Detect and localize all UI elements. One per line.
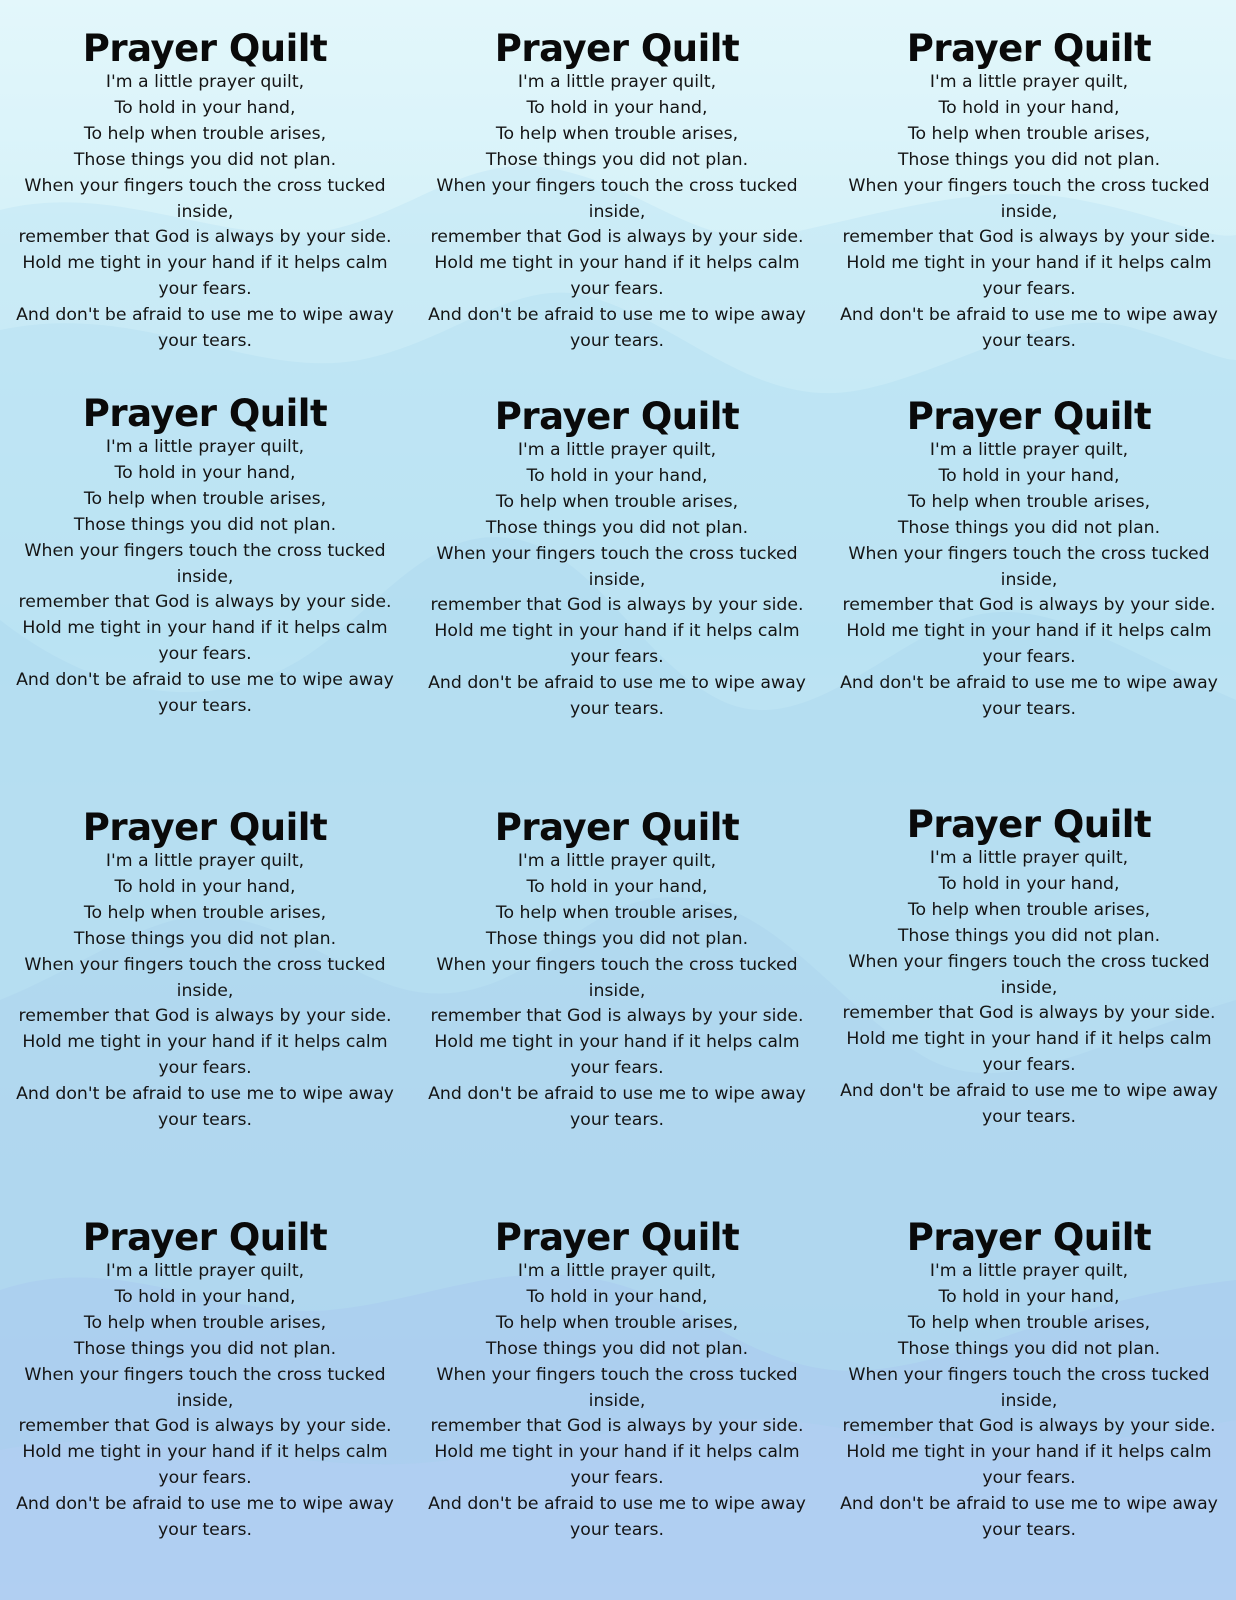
verse-line: To hold in your hand,: [114, 1286, 296, 1307]
verse-line: remember that God is always by your side.: [430, 595, 804, 616]
verse-line: And don't be afraid to use me to wipe away: [428, 673, 806, 694]
verse-line: I'm a little prayer quilt,: [929, 440, 1129, 460]
verse-line: And don't be afraid to use me to wipe away: [428, 1494, 806, 1515]
verse-line: To help when trouble arises,: [907, 491, 1151, 512]
verse-line: To hold in your hand,: [938, 1286, 1120, 1307]
verse-line: I'm a little prayer quilt,: [517, 1261, 717, 1281]
verse-line: And don't be afraid to use me to wipe away: [16, 670, 394, 691]
verse-line: Those things you did not plan.: [897, 925, 1161, 946]
prayer-card: [5, 27, 405, 355]
verse-line: To hold in your hand,: [114, 876, 296, 897]
card-title: Prayer Quilt: [906, 1216, 1152, 1259]
verse-line: remember that God is always by your side.: [18, 1006, 392, 1027]
card-title: Prayer Quilt: [494, 1216, 740, 1259]
card-verse: [5, 1259, 405, 1544]
verse-line: your fears.: [158, 1058, 252, 1079]
verse-line: And don't be afraid to use me to wipe away: [840, 1494, 1218, 1515]
verse-line: To help when trouble arises,: [907, 1312, 1151, 1333]
verse-line: remember that God is always by your side.: [842, 1003, 1216, 1024]
verse-line: inside,: [588, 569, 646, 590]
verse-line: remember that God is always by your side.: [18, 592, 392, 613]
verse-line: your fears.: [158, 644, 252, 665]
verse-line: your tears.: [982, 1520, 1076, 1541]
card-title: Prayer Quilt: [82, 806, 328, 849]
verse-line: remember that God is always by your side.: [18, 227, 392, 248]
prayer-card: [417, 27, 817, 355]
card-title: Prayer Quilt: [494, 27, 740, 70]
verse-line: your tears.: [570, 1520, 664, 1541]
verse-line: your fears.: [570, 1058, 664, 1079]
card-title: Prayer Quilt: [906, 27, 1152, 70]
verse-line: inside,: [588, 201, 646, 222]
verse-line: To help when trouble arises,: [495, 491, 739, 512]
verse-line: Those things you did not plan.: [73, 514, 337, 535]
card-title: Prayer Quilt: [82, 392, 328, 435]
verse-line: your tears.: [982, 699, 1076, 720]
verse-line: your tears.: [158, 696, 252, 717]
verse-line: inside,: [1000, 569, 1058, 590]
card-verse: [417, 849, 817, 1134]
verse-line: And don't be afraid to use me to wipe away: [840, 1081, 1218, 1102]
prayer-card: [5, 1216, 405, 1544]
verse-line: your fears.: [158, 279, 252, 300]
verse-line: your fears.: [982, 279, 1076, 300]
verse-line: To hold in your hand,: [526, 876, 708, 897]
verse-line: inside,: [1000, 977, 1058, 998]
verse-line: Hold me tight in your hand if it helps calm: [434, 1442, 800, 1463]
verse-line: your tears.: [982, 1107, 1076, 1128]
verse-line: To help when trouble arises,: [83, 1312, 327, 1333]
verse-line: your fears.: [158, 1468, 252, 1489]
verse-line: Hold me tight in your hand if it helps calm: [846, 1029, 1212, 1050]
verse-line: To help when trouble arises,: [83, 488, 327, 509]
verse-line: I'm a little prayer quilt,: [105, 437, 305, 457]
verse-line: Hold me tight in your hand if it helps calm: [434, 1032, 800, 1053]
verse-line: Hold me tight in your hand if it helps calm: [846, 621, 1212, 642]
prayer-card: [417, 806, 817, 1134]
verse-line: To hold in your hand,: [526, 97, 708, 118]
verse-line: To hold in your hand,: [938, 97, 1120, 118]
prayer-card: [417, 395, 817, 723]
verse-line: inside,: [176, 1390, 234, 1411]
verse-line: To hold in your hand,: [938, 873, 1120, 894]
verse-line: your fears.: [570, 1468, 664, 1489]
verse-line: Hold me tight in your hand if it helps calm: [846, 1442, 1212, 1463]
verse-line: When your fingers touch the cross tucked: [24, 954, 386, 975]
verse-line: inside,: [1000, 201, 1058, 222]
prayer-card: [417, 1216, 817, 1544]
verse-line: And don't be afraid to use me to wipe away: [16, 1084, 394, 1105]
verse-line: I'm a little prayer quilt,: [929, 72, 1129, 92]
verse-line: Those things you did not plan.: [73, 1338, 337, 1359]
verse-line: remember that God is always by your side.: [430, 1416, 804, 1437]
card-verse: [829, 70, 1229, 355]
verse-line: Hold me tight in your hand if it helps calm: [434, 253, 800, 274]
verse-line: your tears.: [158, 1110, 252, 1131]
card-title: Prayer Quilt: [82, 1216, 328, 1259]
prayer-card: [829, 395, 1229, 723]
card-verse: [5, 849, 405, 1134]
verse-line: I'm a little prayer quilt,: [929, 848, 1129, 868]
verse-line: Those things you did not plan.: [897, 1338, 1161, 1359]
verse-line: To hold in your hand,: [114, 97, 296, 118]
verse-line: your tears.: [570, 331, 664, 352]
verse-line: your fears.: [570, 647, 664, 668]
verse-line: And don't be afraid to use me to wipe away: [16, 1494, 394, 1515]
verse-line: To hold in your hand,: [938, 465, 1120, 486]
verse-line: Hold me tight in your hand if it helps calm: [22, 253, 388, 274]
prayer-card: [829, 803, 1229, 1131]
verse-line: Hold me tight in your hand if it helps calm: [22, 1032, 388, 1053]
verse-line: remember that God is always by your side.: [430, 1006, 804, 1027]
verse-line: I'm a little prayer quilt,: [517, 440, 717, 460]
verse-line: your fears.: [982, 1055, 1076, 1076]
verse-line: Those things you did not plan.: [73, 928, 337, 949]
verse-line: your fears.: [982, 1468, 1076, 1489]
verse-line: And don't be afraid to use me to wipe away: [428, 305, 806, 326]
verse-line: Those things you did not plan.: [897, 517, 1161, 538]
verse-line: When your fingers touch the cross tucked: [848, 1364, 1210, 1385]
verse-line: And don't be afraid to use me to wipe away: [428, 1084, 806, 1105]
verse-line: And don't be afraid to use me to wipe away: [840, 673, 1218, 694]
card-title: Prayer Quilt: [494, 395, 740, 438]
card-verse: [5, 70, 405, 355]
verse-line: your tears.: [158, 331, 252, 352]
card-title: Prayer Quilt: [494, 806, 740, 849]
verse-line: When your fingers touch the cross tucked: [848, 543, 1210, 564]
verse-line: When your fingers touch the cross tucked: [436, 1364, 798, 1385]
verse-line: When your fingers touch the cross tucked: [436, 954, 798, 975]
verse-line: To help when trouble arises,: [83, 902, 327, 923]
verse-line: To hold in your hand,: [114, 462, 296, 483]
verse-line: remember that God is always by your side.: [842, 595, 1216, 616]
verse-line: I'm a little prayer quilt,: [105, 72, 305, 92]
verse-line: And don't be afraid to use me to wipe away: [16, 305, 394, 326]
card-verse: [417, 1259, 817, 1544]
verse-line: To help when trouble arises,: [83, 123, 327, 144]
verse-line: To help when trouble arises,: [495, 902, 739, 923]
verse-line: your fears.: [570, 279, 664, 300]
verse-line: And don't be afraid to use me to wipe away: [840, 305, 1218, 326]
verse-line: your tears.: [982, 331, 1076, 352]
verse-line: To hold in your hand,: [526, 465, 708, 486]
verse-line: Those things you did not plan.: [485, 1338, 749, 1359]
verse-line: Those things you did not plan.: [485, 517, 749, 538]
verse-line: Those things you did not plan.: [73, 149, 337, 170]
verse-line: When your fingers touch the cross tucked: [24, 1364, 386, 1385]
verse-line: To help when trouble arises,: [907, 899, 1151, 920]
verse-line: inside,: [588, 1390, 646, 1411]
verse-line: inside,: [588, 980, 646, 1001]
prayer-card: [5, 392, 405, 720]
prayer-card: [829, 1216, 1229, 1544]
verse-line: To hold in your hand,: [526, 1286, 708, 1307]
verse-line: When your fingers touch the cross tucked: [436, 175, 798, 196]
verse-line: remember that God is always by your side.: [842, 227, 1216, 248]
verse-line: To help when trouble arises,: [495, 123, 739, 144]
verse-line: I'm a little prayer quilt,: [929, 1261, 1129, 1281]
verse-line: inside,: [1000, 1390, 1058, 1411]
verse-line: your tears.: [570, 699, 664, 720]
verse-line: inside,: [176, 566, 234, 587]
card-title: Prayer Quilt: [906, 395, 1152, 438]
prayer-card: [5, 806, 405, 1134]
verse-line: Those things you did not plan.: [485, 149, 749, 170]
card-verse: [5, 435, 405, 720]
verse-line: To help when trouble arises,: [907, 123, 1151, 144]
verse-line: When your fingers touch the cross tucked: [24, 540, 386, 561]
card-title: Prayer Quilt: [906, 803, 1152, 846]
verse-line: inside,: [176, 201, 234, 222]
card-verse: [829, 438, 1229, 723]
verse-line: inside,: [176, 980, 234, 1001]
card-verse: [829, 846, 1229, 1131]
verse-line: remember that God is always by your side.: [18, 1416, 392, 1437]
verse-line: To help when trouble arises,: [495, 1312, 739, 1333]
verse-line: I'm a little prayer quilt,: [105, 1261, 305, 1281]
verse-line: your fears.: [982, 647, 1076, 668]
verse-line: When your fingers touch the cross tucked: [24, 175, 386, 196]
verse-line: I'm a little prayer quilt,: [517, 72, 717, 92]
verse-line: I'm a little prayer quilt,: [517, 851, 717, 871]
card-verse: [829, 1259, 1229, 1544]
verse-line: your tears.: [158, 1520, 252, 1541]
verse-line: remember that God is always by your side.: [842, 1416, 1216, 1437]
verse-line: Hold me tight in your hand if it helps calm: [846, 253, 1212, 274]
card-title: Prayer Quilt: [82, 27, 328, 70]
verse-line: Hold me tight in your hand if it helps calm: [22, 618, 388, 639]
verse-line: When your fingers touch the cross tucked: [436, 543, 798, 564]
verse-line: When your fingers touch the cross tucked: [848, 175, 1210, 196]
card-verse: [417, 70, 817, 355]
verse-line: I'm a little prayer quilt,: [105, 851, 305, 871]
verse-line: Hold me tight in your hand if it helps calm: [22, 1442, 388, 1463]
verse-line: your tears.: [570, 1110, 664, 1131]
card-verse: [417, 438, 817, 723]
verse-line: When your fingers touch the cross tucked: [848, 951, 1210, 972]
verse-line: remember that God is always by your side.: [430, 227, 804, 248]
verse-line: Those things you did not plan.: [897, 149, 1161, 170]
verse-line: Those things you did not plan.: [485, 928, 749, 949]
prayer-card: [829, 27, 1229, 355]
verse-line: Hold me tight in your hand if it helps calm: [434, 621, 800, 642]
